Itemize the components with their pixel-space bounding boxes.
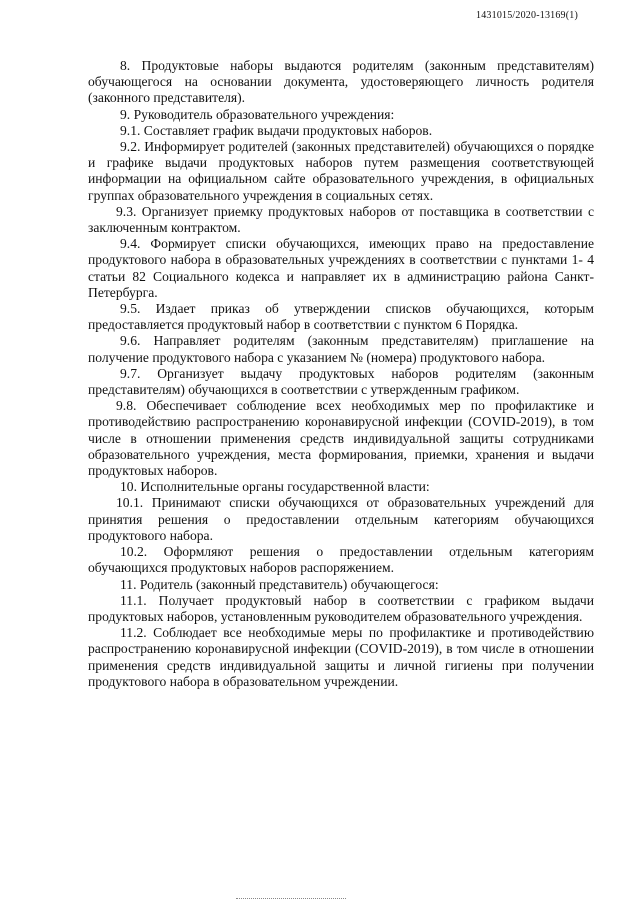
paragraph-9-4: 9.4. Формирует списки обучающихся, имеющих право на предоставление продуктового набора в образовательных учреждениях в соответствии с пунктами 1- 4 статьи 82 Социального кодекса и направляет их в администрацию района Санкт-Петербурга.	[88, 236, 594, 300]
paragraph-9-6: 9.6. Направляет родителям (законным представителям) приглашение на получение продуктового набора с указанием № (номера) продуктового набора.	[88, 333, 594, 365]
paragraph-9-7: 9.7. Организует выдачу продуктовых наборов родителям (законным представителям) обучающихся в соответствии с утвержденным графиком.	[88, 365, 594, 398]
scan-edge-mark	[236, 898, 346, 899]
paragraph-11-2: 11.2. Соблюдает все необходимые меры по профилактике и противодействию распространению коронавирусной инфекции (COVID-2019), в том числе в отношении применения средств индивидуальной защиты и личной гигиены при получении продуктового набора в образовательном учреждении.	[88, 625, 594, 689]
document-body	[88, 58, 594, 690]
paragraph-10: 10. Исполнительные органы государственной власти:	[120, 479, 430, 495]
paragraph-11: 11. Родитель (законный представитель) обучающегося:	[120, 576, 439, 592]
paragraph-9: 9. Руководитель образовательного учреждения:	[120, 106, 395, 122]
paragraph-8: 8. Продуктовые наборы выдаются родителям (законным представителям) обучающегося на основании документа, удостоверяющего личность родителя (законного представителя).	[88, 58, 594, 106]
paragraph-11-1: 11.1. Получает продуктовый набор в соответствии с графиком выдачи продуктовых наборов, установленным руководителем образовательного учреждения.	[88, 592, 594, 624]
paragraph-9-1: 9.1. Составляет график выдачи продуктовых наборов.	[120, 122, 433, 138]
paragraph-10-1: 10.1. Принимают списки обучающихся от образовательных учреждений для принятия решения о предоставлении отдельным категориям обучающихся продуктового набора.	[88, 495, 594, 543]
paragraph-9-3: 9.3. Организует приемку продуктовых наборов от поставщика в соответствии с заключенным контрактом.	[88, 203, 594, 236]
paragraph-9-8: 9.8. Обеспечивает соблюдение всех необходимых мер по профилактике и противодействию распространению коронавирусной инфекции (COVID-2019), в том числе в отношении применения средств индивидуальной защиты сотрудниками образовательного учреждения, места формирования, приемки, хранения и выдачи продуктовых наборов.	[88, 398, 594, 479]
paragraph-9-2: 9.2. Информирует родителей (законных представителей) обучающихся о порядке и графике выдачи продуктовых наборов путем размещения соответствующей информации на официальном сайте образовательного учреждения, в официальных группах образовательного учреждения в социальных сетях.	[88, 139, 594, 203]
paragraph-10-2: 10.2. Оформляют решения о предоставлении отдельным категориям обучающихся продуктовых наборов распоряжением.	[88, 544, 594, 576]
paragraph-9-5: 9.5. Издает приказ об утверждении списков обучающихся, которым предоставляется продуктовый набор в соответствии с пунктом 6 Порядка.	[88, 301, 594, 333]
document-number: 1431015/2020-13169(1)	[476, 10, 578, 21]
